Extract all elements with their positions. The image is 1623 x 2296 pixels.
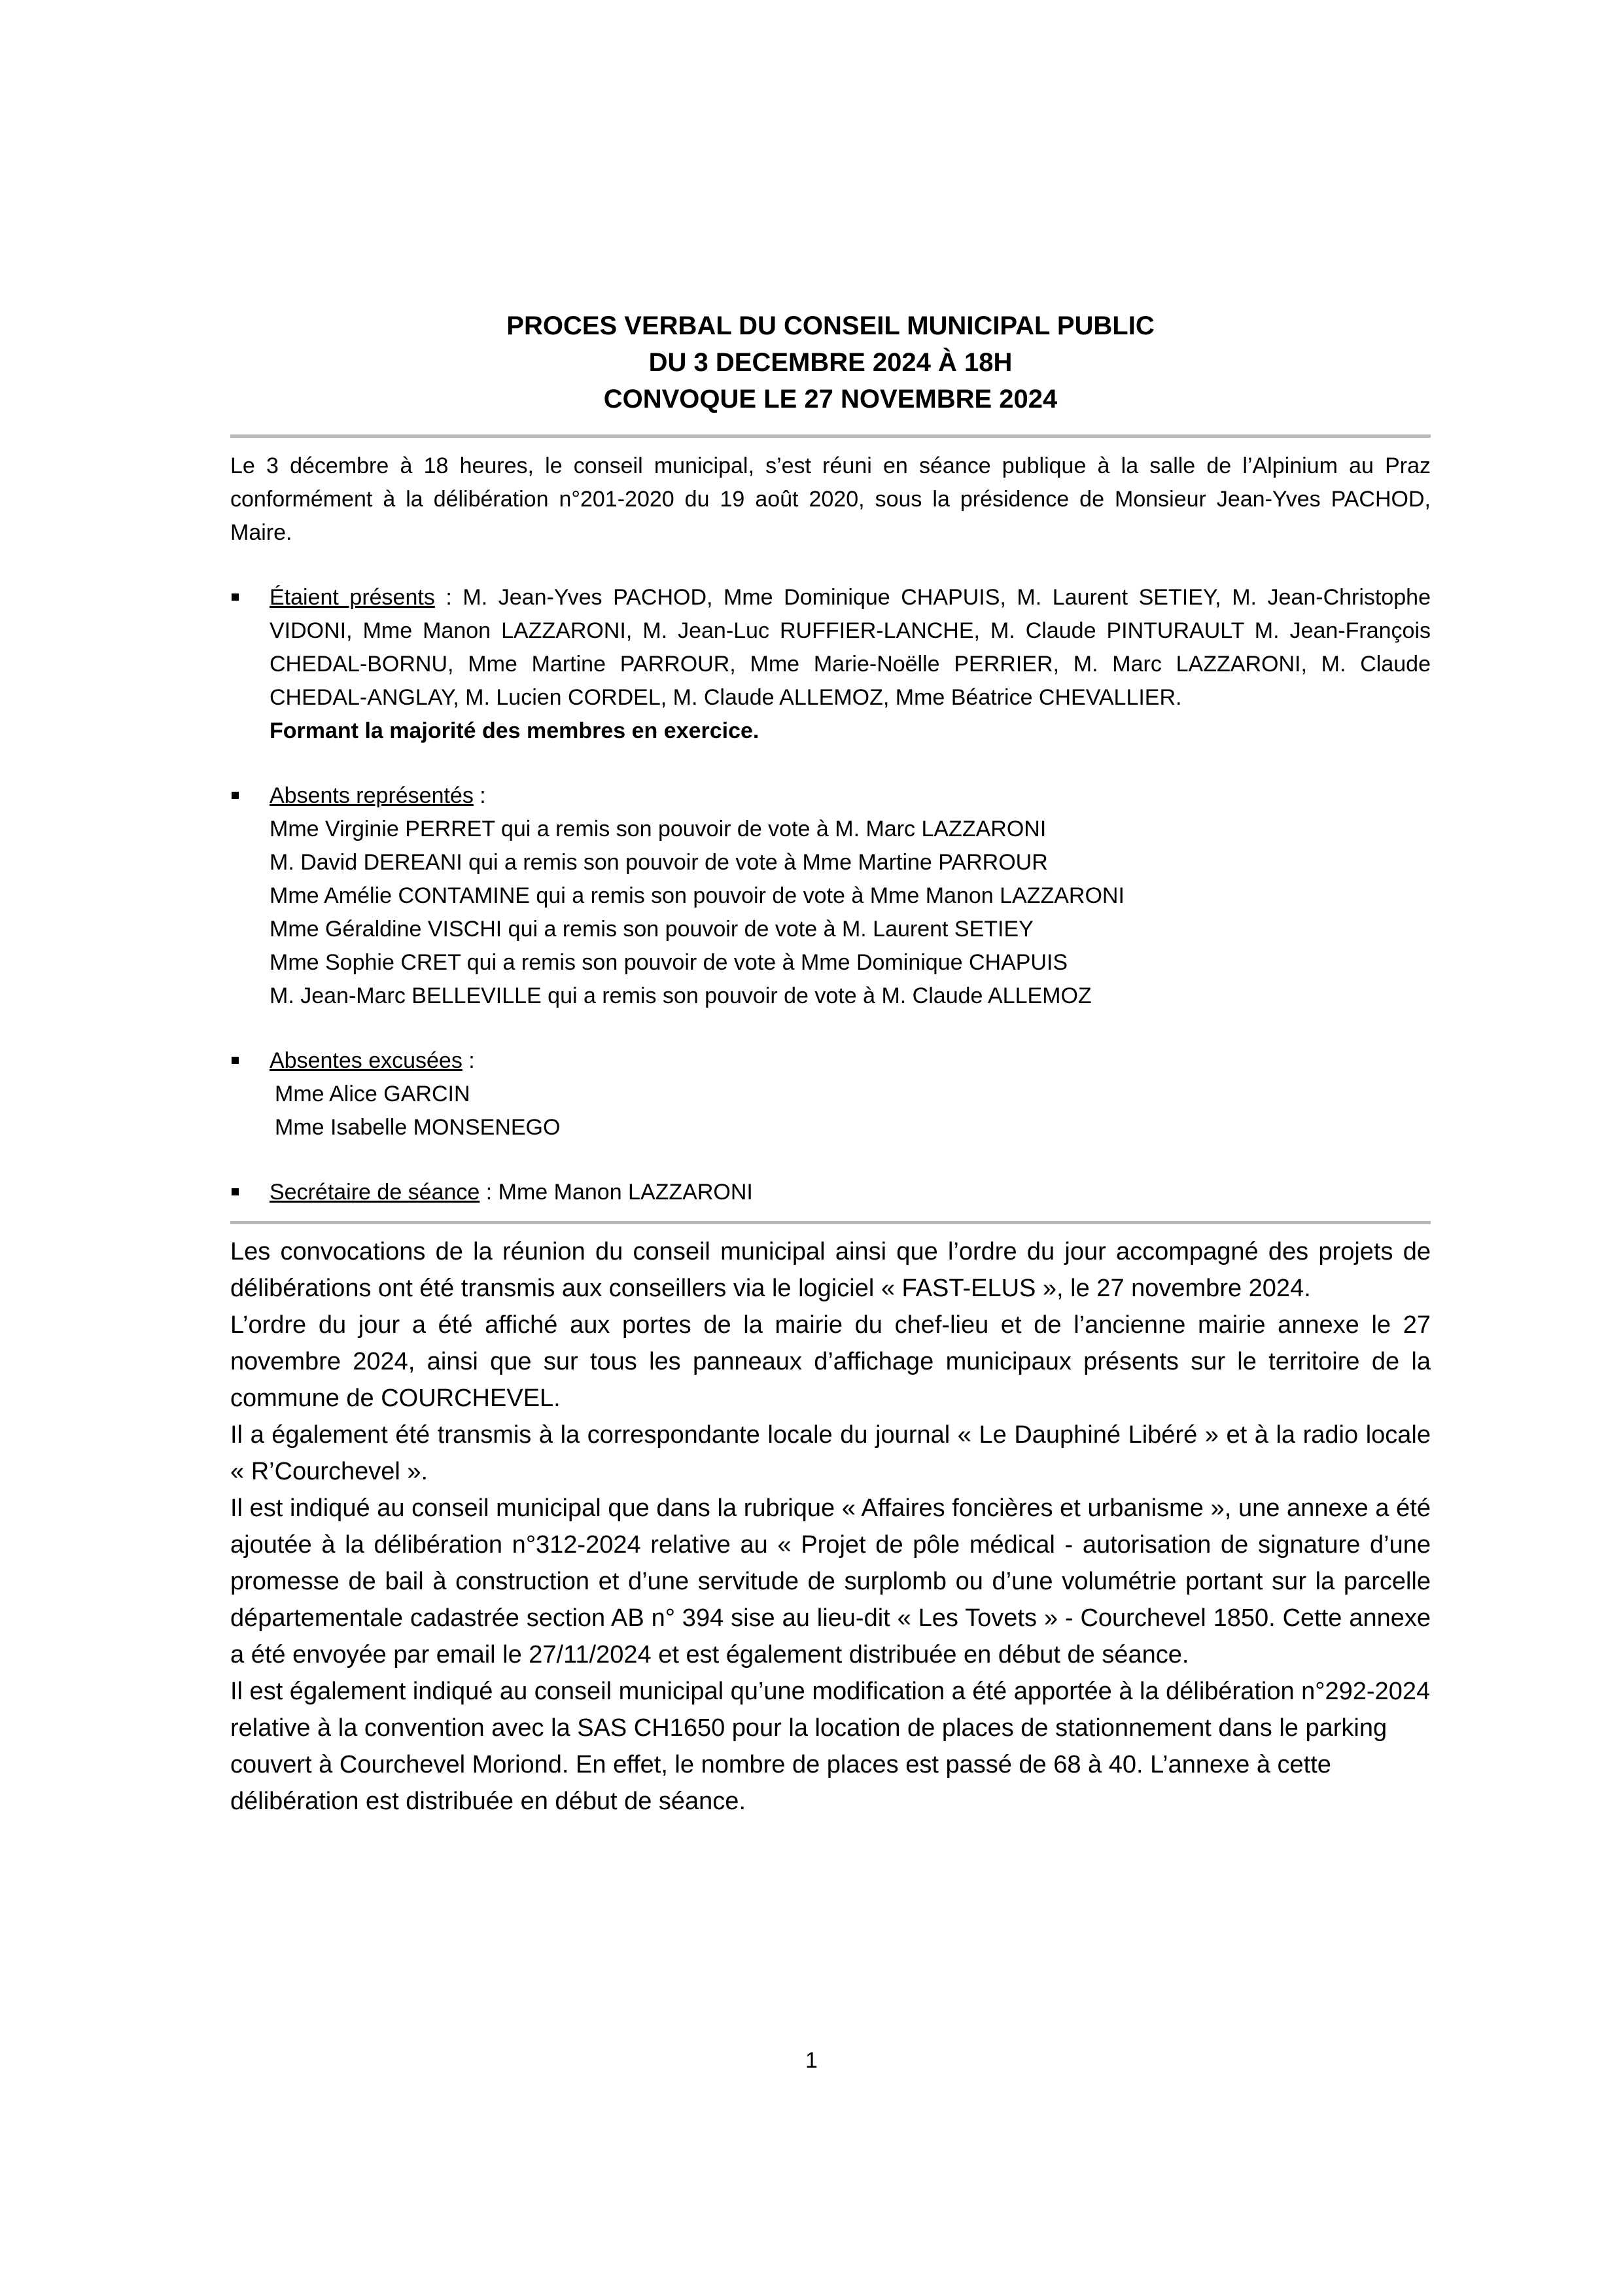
body-paragraphs [230,1233,1431,1820]
presents-label: Étaient présents [270,585,435,610]
body-paragraph: Il est indiqué au conseil municipal que dans la rubrique « Affaires foncières et urbanisme », une annexe a été ajoutée à la délibération n°312-2024 relative au « Projet de pôle médical - autorisation de signature d’une promesse de bail à construction et d’une servitude de surplomb ou d’une volumétrie portant sur la parcelle départementale cadastrée section AB n° 394 sise au lieu-dit « Les Tovets » - Courchevel 1850. Cette annexe a été envoyée par email le 27/11/2024 et est également distribuée en début de séance. [230,1494,1431,1669]
intro-paragraph: Le 3 décembre à 18 heures, le conseil municipal, s’est réuni en séance publique à la salle de l’Alpinium au Praz conformément à la délibération n°201-2020 du 19 août 2020, sous la présidence de Monsieur Jean-Yves PACHOD, Maire. [230,453,1431,545]
represented-line: Mme Sophie CRET qui a remis son pouvoir de vote à Mme Dominique CHAPUIS [270,950,1068,975]
body-paragraph: Il est également indiqué au conseil municipal qu’une modification a été apportée à la délibération n°292-2024 relative à la convention avec la SAS CH1650 pour la location de places de stationnement dans le parking couvert à Courchevel Moriond. En effet, le nombre de places est passé de 68 à 40. L’annexe à cette délibération est distribuée en début de séance. [230,1678,1431,1815]
represented-line: Mme Virginie PERRET qui a remis son pouvoir de vote à M. Marc LAZZARONI [270,817,1047,841]
body-paragraph: L’ordre du jour a été affiché aux portes de la mairie du chef-lieu et de l’ancienne mairie annexe le 27 novembre 2024, ainsi que sur tous les panneaux d’affichage municipaux présents sur le territoire de la commune de COURCHEVEL. [230,1311,1431,1412]
secretary-name: Mme Manon LAZZARONI [498,1180,753,1205]
document-title [230,308,1431,417]
excused-separator: : [462,1048,475,1073]
body-paragraph: Les convocations de la réunion du conseil municipal ainsi que l’ordre du jour accompagné des projets de délibérations ont été transmis aux conseillers via le logiciel « FAST-ELUS », le 27 novembre 2024. [230,1238,1431,1302]
section-divider [230,1221,1431,1224]
represented-line: M. Jean-Marc BELLEVILLE qui a remis son pouvoir de vote à M. Claude ALLEMOZ [270,983,1092,1008]
excused-line: Mme Alice GARCIN [275,1082,470,1106]
represented-line: Mme Amélie CONTAMINE qui a remis son pouvoir de vote à Mme Manon LAZZARONI [270,883,1125,908]
bullet-icon [232,792,239,799]
title-line-1: PROCES VERBAL DU CONSEIL MUNICIPAL PUBLIC [506,311,1155,340]
represented-label: Absents représentés [270,783,474,808]
presents-section [230,581,1431,748]
title-line-2: DU 3 DECEMBRE 2024 À 18H [648,348,1013,377]
document-page [230,308,1431,1820]
body-paragraph: Il a également été transmis à la correspondante locale du journal « Le Dauphiné Libéré » et à la radio locale « R’Courchevel ». [230,1421,1431,1485]
presents-conclusion: Formant la majorité des membres en exercice. [270,718,759,743]
bullet-icon [232,1188,239,1195]
excused-section [230,1044,1431,1144]
secretary-label: Secrétaire de séance [270,1180,480,1205]
presents-separator: : [434,585,463,610]
excused-label: Absentes excusées [270,1048,462,1073]
presents-list: M. Jean-Yves PACHOD, Mme Dominique CHAPUIS, M. Laurent SETIEY, M. Jean-Christophe VIDONI, Mme Manon LAZZARONI, M. Jean-Luc RUFFIER-LANCHE, M. Claude PINTURAULT M. Jean-François CHEDAL-BORNU, Mme Martine PARROUR, Mme Marie-Noëlle PERRIER, M. Marc LAZZARONI, M. Claude CHEDAL-ANGLAY, M. Lucien CORDEL, M. Claude ALLEMOZ, Mme Béatrice CHEVALLIER. [270,585,1431,710]
title-line-3: CONVOQUE LE 27 NOVEMBRE 2024 [603,385,1058,414]
represented-line: Mme Géraldine VISCHI qui a remis son pouvoir de vote à M. Laurent SETIEY [270,917,1034,942]
page-number: 1 [805,2048,818,2073]
represented-separator: : [473,783,486,808]
excused-line: Mme Isabelle MONSENEGO [275,1115,561,1140]
secretary-section [230,1176,1431,1209]
represented-line: M. David DEREANI qui a remis son pouvoir de vote à Mme Martine PARROUR [270,850,1048,875]
secretary-separator: : [480,1180,498,1205]
bullet-icon [232,1057,239,1064]
title-divider [230,434,1431,438]
represented-section [230,779,1431,1013]
bullet-icon [232,593,239,601]
